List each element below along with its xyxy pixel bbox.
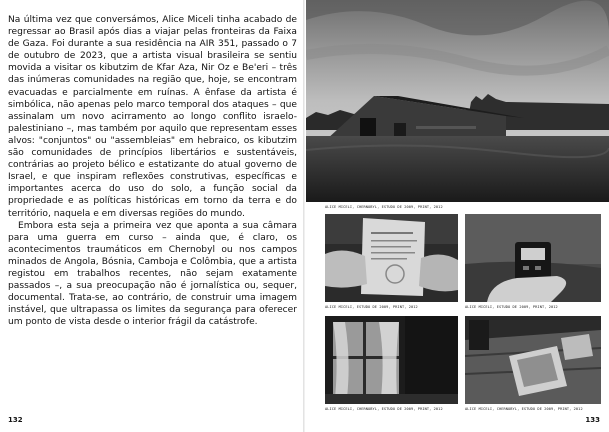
caption-window: ALICE MICELI, CHERNOBYL, ESTUDO DE 2009, PRINT, 2012	[325, 407, 443, 411]
page-number-right: 133	[585, 416, 600, 424]
caption-books: ALICE MICELI, CHERNOBYL, ESTUDO DE 2009, PRINT, 2012	[465, 407, 583, 411]
photo-books	[465, 316, 601, 404]
body-text	[8, 14, 297, 328]
caption-barn: ALICE MICELI, CHERNOBYL, ESTUDO DE 2009, PRINT, 2012	[325, 205, 443, 209]
paragraph-2: Embora esta seja a primeira vez que aponta a sua câmara para uma guerra em curso – ainda que, é claro, os acontecimentos traumáticos em Chernobyl ou nos campos minados de Angola, Bósnia, Camboja e Colômbia, que a artista registou em trabalhos recentes, não sejam exatamente passados –, a sua preocupação não é jornalística ou, sequer, documental. Trata-se, ao contrário, de construir uma imagem instável, que ultrapassa os limites da segurança para oferecer um ponto de vista desde o interior frágil da catástrofe.	[8, 220, 297, 328]
photo-document	[325, 214, 458, 302]
caption-document: ALICE MICELI, ESTUDO DE 2009, PRINT, 2012	[325, 305, 418, 309]
photo-barn	[306, 0, 609, 202]
right-page	[305, 0, 609, 432]
left-page	[0, 0, 304, 432]
caption-dosimeter: ALICE MICELI, ESTUDO DE 2009, PRINT, 2012	[465, 305, 558, 309]
photo-dosimeter	[465, 214, 601, 302]
paragraph-1: Na última vez que conversámos, Alice Miceli tinha acabado de regressar ao Brasil após dias a viajar pelas fronteiras da Faixa de Gaza. Foi durante a sua residência na AIR 351, passado o 7 de outubro de 2023, que a artista visual brasileira se sentiu movida a visitar os kibutzim de Kfar Aza, Nir Oz e Be'eri – três das inúmeras comunidades na região que, hoje, se encontram evacuadas e parcialmente em ruínas. A ênfase da artista é simbólica, não apenas pelo marco temporal dos ataques – que assinalam um novo acirramento ao longo conflito israelo-palestiniano –, mas também por aquilo que representam esses alvos: "conjuntos" ou "assembleias" em hebraico, os kibutzim são comunidades de princípios libertários e sustentáveis, contrárias ao projeto bélico e estatizante do atual governo de Israel, e que inspiram reflexões construtivas, específicas e importantes acerca do uso do solo, a função social da propriedade e as políticas históricas em torno da terra e do território, naquela e em diversas regiões do mundo.	[8, 15, 297, 219]
photo-window	[325, 316, 458, 404]
page-number-left: 132	[8, 416, 23, 424]
